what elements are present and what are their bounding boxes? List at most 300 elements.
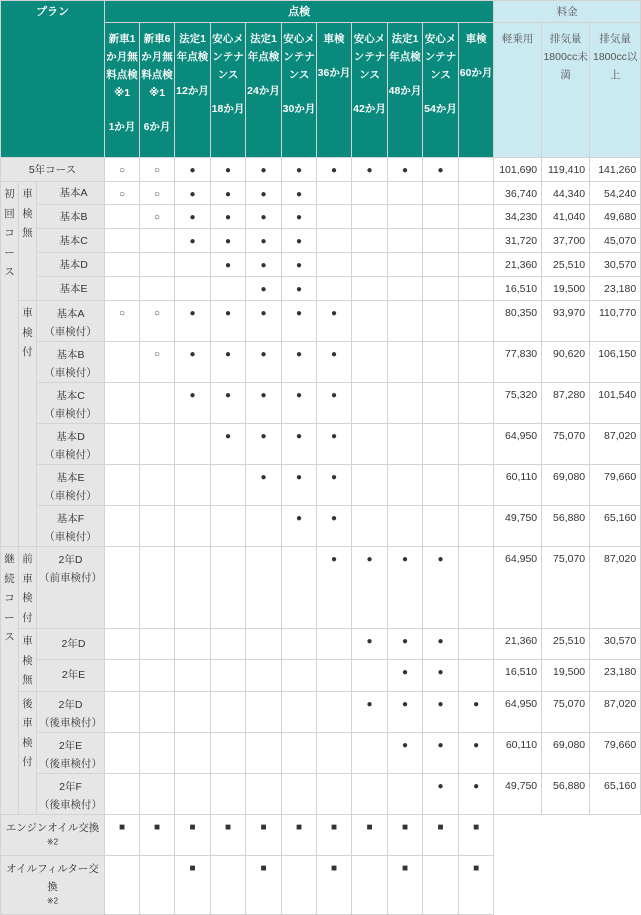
inspection-mark: ●	[317, 342, 352, 383]
inspection-mark: ●	[388, 158, 423, 182]
plan-name: 2年D	[37, 629, 105, 660]
inspection-mark: ●	[388, 629, 423, 660]
group-label-continuing: 継続コース	[1, 547, 19, 815]
inspection-mark	[388, 229, 423, 253]
inspection-mark	[175, 465, 211, 506]
price-cell: 56,880	[542, 773, 590, 814]
service-mark: ■	[459, 855, 494, 914]
price-col-kei: 軽乗用	[494, 23, 542, 158]
inspection-col-60m: 車検 60か月	[459, 23, 494, 158]
inspection-mark	[388, 253, 423, 277]
inspection-mark: ●	[282, 342, 317, 383]
inspection-mark	[388, 506, 423, 547]
inspection-mark: ●	[317, 158, 352, 182]
inspection-mark	[459, 277, 494, 301]
inspection-mark	[423, 277, 459, 301]
inspection-mark	[211, 773, 246, 814]
price-cell: 45,070	[590, 229, 641, 253]
price-cell: 75,320	[494, 383, 542, 424]
inspection-mark	[423, 506, 459, 547]
inspection-mark: ●	[282, 205, 317, 229]
plan-name: 基本B	[37, 205, 105, 229]
inspection-mark: ●	[459, 732, 494, 773]
inspection-mark	[175, 691, 211, 732]
inspection-mark: ●	[246, 253, 282, 277]
inspection-mark: ○	[105, 301, 140, 342]
inspection-mark	[105, 383, 140, 424]
inspection-mark	[423, 229, 459, 253]
inspection-mark: ●	[352, 629, 388, 660]
price-cell: 21,360	[494, 253, 542, 277]
inspection-mark	[423, 205, 459, 229]
inspection-mark	[352, 383, 388, 424]
inspection-mark: ●	[246, 182, 282, 205]
price-cell: 37,700	[542, 229, 590, 253]
inspection-mark: ●	[246, 158, 282, 182]
inspection-mark: ○	[140, 342, 175, 383]
inspection-mark	[459, 301, 494, 342]
price-cell: 69,080	[542, 732, 590, 773]
inspection-mark	[459, 629, 494, 660]
inspection-mark: ●	[175, 383, 211, 424]
inspection-mark	[317, 773, 352, 814]
plan-name: 基本E	[37, 277, 105, 301]
price-cell: 56,880	[542, 506, 590, 547]
group-label-post-inspection: 後車検付	[19, 691, 37, 814]
price-cell: 25,510	[542, 253, 590, 277]
inspection-mark: ●	[282, 182, 317, 205]
price-cell: 49,750	[494, 773, 542, 814]
inspection-mark	[352, 277, 388, 301]
inspection-mark: ●	[388, 547, 423, 629]
inspection-mark: ●	[317, 301, 352, 342]
plan-name: 2年F （後車検付）	[37, 773, 105, 814]
inspection-mark	[352, 253, 388, 277]
inspection-mark: ●	[423, 547, 459, 629]
inspection-mark: ●	[423, 660, 459, 691]
inspection-mark: ○	[105, 182, 140, 205]
service-mark	[211, 855, 246, 914]
inspection-mark	[317, 205, 352, 229]
service-mark: ■	[352, 814, 388, 855]
service-mark: ■	[246, 814, 282, 855]
inspection-mark	[459, 383, 494, 424]
price-cell: 141,260	[590, 158, 641, 182]
plan-name: 基本E （車検付）	[37, 465, 105, 506]
price-cell: 75,070	[542, 547, 590, 629]
inspection-mark	[211, 547, 246, 629]
inspection-mark	[246, 773, 282, 814]
inspection-col-12m: 法定1年点検 12か月	[175, 23, 211, 158]
inspection-mark	[459, 342, 494, 383]
inspection-mark: ●	[211, 182, 246, 205]
price-cell: 60,110	[494, 732, 542, 773]
inspection-mark	[423, 424, 459, 465]
inspection-mark	[211, 506, 246, 547]
inspection-mark	[282, 547, 317, 629]
plan-header: プラン	[1, 1, 105, 158]
inspection-mark	[211, 691, 246, 732]
inspection-mark: ●	[317, 547, 352, 629]
inspection-mark	[352, 342, 388, 383]
price-cell: 49,750	[494, 506, 542, 547]
inspection-mark	[352, 465, 388, 506]
price-cell: 41,040	[542, 205, 590, 229]
inspection-mark	[105, 506, 140, 547]
inspection-mark	[352, 301, 388, 342]
inspection-mark	[105, 773, 140, 814]
inspection-mark	[140, 229, 175, 253]
price-cell: 30,570	[590, 253, 641, 277]
inspection-mark	[211, 629, 246, 660]
inspection-mark: ●	[175, 301, 211, 342]
price-cell: 54,240	[590, 182, 641, 205]
inspection-mark	[352, 660, 388, 691]
inspection-mark	[352, 506, 388, 547]
inspection-col-1m: 新車1か月無料点検※1 1か月	[105, 23, 140, 158]
plan-name: 2年D （前車検付）	[37, 547, 105, 629]
inspection-mark	[459, 424, 494, 465]
inspection-mark	[246, 660, 282, 691]
inspection-mark	[175, 732, 211, 773]
inspection-mark: ●	[459, 773, 494, 814]
plan-name: 基本A （車検付）	[37, 301, 105, 342]
inspection-mark: ●	[423, 732, 459, 773]
price-cell: 87,020	[590, 547, 641, 629]
inspection-mark: ●	[388, 732, 423, 773]
footnote-mark: ※2	[46, 896, 59, 905]
plan-name: 基本C （車検付）	[37, 383, 105, 424]
service-mark: ■	[388, 814, 423, 855]
inspection-mark	[246, 547, 282, 629]
price-cell: 87,020	[590, 691, 641, 732]
group-label-with-inspection: 車検付	[19, 301, 37, 547]
inspection-mark: ●	[282, 158, 317, 182]
inspection-mark	[352, 182, 388, 205]
inspection-mark	[140, 465, 175, 506]
inspection-mark	[105, 342, 140, 383]
inspection-mark: ●	[175, 182, 211, 205]
price-cell: 79,660	[590, 732, 641, 773]
inspection-mark	[352, 773, 388, 814]
service-mark	[140, 855, 175, 914]
plan-name: 基本A	[37, 182, 105, 205]
inspection-mark: ●	[282, 465, 317, 506]
inspection-header: 点検	[105, 1, 494, 23]
inspection-mark	[388, 383, 423, 424]
plan-name: 基本D （車検付）	[37, 424, 105, 465]
price-cell: 30,570	[590, 629, 641, 660]
service-mark: ■	[175, 855, 211, 914]
service-mark: ■	[175, 814, 211, 855]
plan-name: 5年コース	[1, 158, 105, 182]
inspection-mark	[317, 229, 352, 253]
inspection-col-30m: 安心メンテナンス 30か月	[282, 23, 317, 158]
inspection-mark: ●	[211, 424, 246, 465]
inspection-mark: ●	[211, 383, 246, 424]
plan-name: 基本B （車検付）	[37, 342, 105, 383]
inspection-mark	[352, 229, 388, 253]
inspection-mark	[423, 383, 459, 424]
inspection-mark	[459, 465, 494, 506]
plan-name: 2年E	[37, 660, 105, 691]
inspection-mark: ●	[246, 277, 282, 301]
inspection-col-6m: 新車6か月無料点検※1 6か月	[140, 23, 175, 158]
price-cell: 19,500	[542, 660, 590, 691]
inspection-mark	[140, 773, 175, 814]
inspection-mark: ●	[282, 301, 317, 342]
inspection-mark	[105, 629, 140, 660]
inspection-mark: ●	[423, 691, 459, 732]
group-label-no-inspection: 車検無	[19, 182, 37, 301]
inspection-mark	[423, 182, 459, 205]
inspection-mark: ●	[246, 342, 282, 383]
inspection-mark: ●	[282, 506, 317, 547]
group-label-pre-inspection: 前車検付	[19, 547, 37, 629]
service-mark	[282, 855, 317, 914]
price-cell: 80,350	[494, 301, 542, 342]
price-header: 料金	[494, 1, 641, 23]
price-cell: 64,950	[494, 691, 542, 732]
price-cell: 23,180	[590, 660, 641, 691]
inspection-mark	[140, 506, 175, 547]
price-cell: 75,070	[542, 424, 590, 465]
inspection-mark	[105, 205, 140, 229]
price-cell: 60,110	[494, 465, 542, 506]
inspection-mark	[175, 506, 211, 547]
inspection-mark	[388, 342, 423, 383]
price-cell: 36,740	[494, 182, 542, 205]
inspection-col-18m: 安心メンテナンス 18か月	[211, 23, 246, 158]
plan-name: 基本F （車検付）	[37, 506, 105, 547]
inspection-mark: ●	[423, 629, 459, 660]
price-col-over-1800: 排気量1800cc以上	[590, 23, 641, 158]
inspection-mark: ●	[282, 424, 317, 465]
inspection-mark	[211, 660, 246, 691]
inspection-mark: ●	[246, 383, 282, 424]
price-cell: 19,500	[542, 277, 590, 301]
service-mark	[423, 855, 459, 914]
plan-name: 基本C	[37, 229, 105, 253]
price-cell: 110,770	[590, 301, 641, 342]
inspection-mark: ●	[423, 773, 459, 814]
inspection-mark	[388, 424, 423, 465]
inspection-mark: ●	[246, 205, 282, 229]
service-mark: ■	[317, 855, 352, 914]
inspection-mark: ●	[317, 424, 352, 465]
inspection-mark	[140, 547, 175, 629]
inspection-mark	[282, 660, 317, 691]
inspection-mark	[105, 691, 140, 732]
service-mark	[352, 855, 388, 914]
inspection-mark	[282, 691, 317, 732]
inspection-mark: ●	[352, 158, 388, 182]
inspection-mark: ●	[352, 547, 388, 629]
inspection-mark	[140, 383, 175, 424]
price-cell: 23,180	[590, 277, 641, 301]
inspection-mark	[140, 253, 175, 277]
inspection-mark	[175, 253, 211, 277]
footnote-mark: ※2	[46, 837, 59, 846]
inspection-mark: ●	[352, 691, 388, 732]
inspection-mark	[352, 732, 388, 773]
price-cell: 77,830	[494, 342, 542, 383]
group-label-initial: 初回コース	[1, 182, 19, 547]
price-col-under-1800: 排気量1800cc未満	[542, 23, 590, 158]
service-mark: ■	[282, 814, 317, 855]
inspection-mark: ●	[211, 205, 246, 229]
inspection-col-48m: 法定1年点検 48か月	[388, 23, 423, 158]
inspection-mark: ○	[140, 158, 175, 182]
plan-name: 基本D	[37, 253, 105, 277]
inspection-mark	[459, 506, 494, 547]
service-mark: ■	[246, 855, 282, 914]
price-cell: 101,690	[494, 158, 542, 182]
price-cell: 101,540	[590, 383, 641, 424]
extra-name: オイルフィルター交換 $^{※2}$	[1, 855, 105, 914]
inspection-mark	[211, 732, 246, 773]
inspection-mark: ●	[388, 660, 423, 691]
price-cell: 93,970	[542, 301, 590, 342]
inspection-mark	[423, 301, 459, 342]
inspection-mark: ●	[175, 205, 211, 229]
inspection-mark	[388, 465, 423, 506]
inspection-mark	[105, 253, 140, 277]
price-cell: 31,720	[494, 229, 542, 253]
service-mark: ■	[105, 814, 140, 855]
price-cell: 90,620	[542, 342, 590, 383]
price-cell: 87,280	[542, 383, 590, 424]
inspection-mark	[175, 629, 211, 660]
inspection-mark: ●	[282, 277, 317, 301]
inspection-mark	[388, 773, 423, 814]
inspection-mark: ●	[211, 253, 246, 277]
inspection-mark	[282, 732, 317, 773]
inspection-col-24m: 法定1年点検 24か月	[246, 23, 282, 158]
inspection-mark	[105, 732, 140, 773]
inspection-mark: ●	[175, 229, 211, 253]
inspection-mark	[140, 660, 175, 691]
group-label-no-inspection-continuing: 車検無	[19, 629, 37, 692]
inspection-mark	[140, 277, 175, 301]
inspection-mark	[317, 277, 352, 301]
inspection-mark: ●	[211, 229, 246, 253]
inspection-mark: ●	[423, 158, 459, 182]
inspection-mark	[282, 629, 317, 660]
inspection-mark	[459, 229, 494, 253]
inspection-mark	[317, 253, 352, 277]
inspection-mark	[211, 277, 246, 301]
inspection-mark: ●	[175, 158, 211, 182]
inspection-mark: ●	[246, 424, 282, 465]
inspection-mark	[246, 506, 282, 547]
price-cell: 79,660	[590, 465, 641, 506]
service-mark: ■	[388, 855, 423, 914]
inspection-mark	[388, 205, 423, 229]
price-cell: 25,510	[542, 629, 590, 660]
inspection-mark: ○	[140, 182, 175, 205]
price-cell: 34,230	[494, 205, 542, 229]
inspection-mark	[175, 660, 211, 691]
inspection-mark	[246, 732, 282, 773]
inspection-mark: ●	[317, 506, 352, 547]
inspection-mark	[459, 182, 494, 205]
inspection-mark	[388, 301, 423, 342]
price-cell: 69,080	[542, 465, 590, 506]
inspection-mark	[175, 773, 211, 814]
price-cell: 64,950	[494, 547, 542, 629]
inspection-mark	[140, 732, 175, 773]
inspection-mark	[140, 629, 175, 660]
inspection-mark	[423, 465, 459, 506]
inspection-mark	[459, 660, 494, 691]
inspection-mark	[352, 424, 388, 465]
inspection-mark: ●	[175, 342, 211, 383]
service-mark	[105, 855, 140, 914]
inspection-mark	[388, 182, 423, 205]
inspection-mark	[423, 253, 459, 277]
inspection-mark: ●	[211, 301, 246, 342]
price-cell: 119,410	[542, 158, 590, 182]
inspection-mark	[388, 277, 423, 301]
inspection-mark: ●	[246, 229, 282, 253]
inspection-mark	[175, 547, 211, 629]
plan-name: 2年D （後車検付）	[37, 691, 105, 732]
service-mark: ■	[317, 814, 352, 855]
inspection-mark	[105, 277, 140, 301]
inspection-mark	[105, 660, 140, 691]
inspection-mark	[246, 691, 282, 732]
inspection-mark	[317, 732, 352, 773]
inspection-mark	[459, 205, 494, 229]
price-cell: 65,160	[590, 773, 641, 814]
inspection-mark	[175, 424, 211, 465]
inspection-mark: ●	[282, 229, 317, 253]
inspection-mark	[282, 773, 317, 814]
price-cell: 16,510	[494, 660, 542, 691]
inspection-mark	[105, 547, 140, 629]
inspection-mark	[211, 465, 246, 506]
inspection-mark	[317, 691, 352, 732]
inspection-mark: ●	[282, 253, 317, 277]
price-cell: 87,020	[590, 424, 641, 465]
inspection-mark	[105, 465, 140, 506]
inspection-mark: ●	[211, 342, 246, 383]
inspection-mark	[317, 660, 352, 691]
price-cell: 21,360	[494, 629, 542, 660]
price-cell: 16,510	[494, 277, 542, 301]
inspection-mark	[317, 182, 352, 205]
inspection-mark: ●	[317, 383, 352, 424]
inspection-mark: ○	[105, 158, 140, 182]
inspection-mark: ○	[140, 301, 175, 342]
price-cell: 65,160	[590, 506, 641, 547]
price-cell: 64,950	[494, 424, 542, 465]
plan-name: 2年E （後車検付）	[37, 732, 105, 773]
price-cell: 75,070	[542, 691, 590, 732]
inspection-mark: ●	[282, 383, 317, 424]
inspection-mark	[317, 629, 352, 660]
inspection-mark	[459, 158, 494, 182]
inspection-mark: ●	[459, 691, 494, 732]
inspection-mark: ○	[140, 205, 175, 229]
inspection-mark	[140, 691, 175, 732]
extra-name: エンジンオイル交換 $^{※2}$	[1, 814, 105, 855]
inspection-mark	[423, 342, 459, 383]
inspection-mark	[175, 277, 211, 301]
inspection-mark	[459, 253, 494, 277]
inspection-col-54m: 安心メンテナンス 54か月	[423, 23, 459, 158]
